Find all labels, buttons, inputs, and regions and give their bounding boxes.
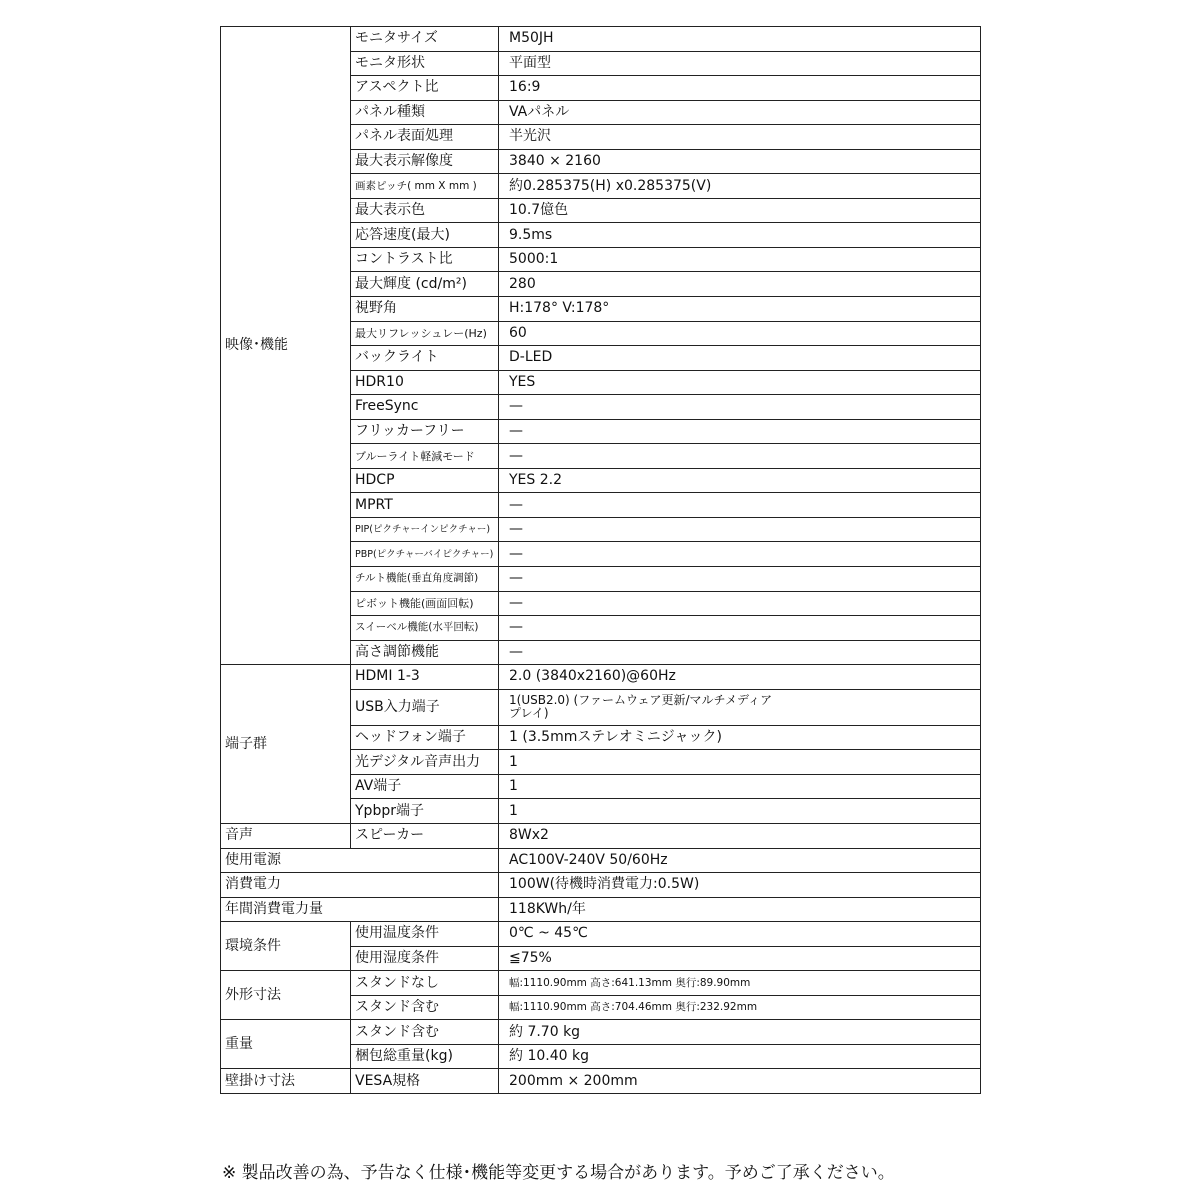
spec-label: スタンド含む — [351, 1020, 499, 1045]
spec-value: — — [499, 616, 981, 641]
spec-value: — — [499, 419, 981, 444]
table-row — [221, 873, 981, 898]
spec-label: HDR10 — [351, 370, 499, 395]
spec-label: 最大リフレッシュレー(Hz) — [351, 321, 499, 346]
spec-label: 最大表示解像度 — [351, 149, 499, 174]
spec-label: 使用湿度条件 — [351, 946, 499, 971]
spec-value: 幅:1110.90mm 高さ:704.46mm 奥行:232.92mm — [499, 995, 981, 1020]
spec-label: パネル表面処理 — [351, 125, 499, 150]
spec-value: — — [499, 542, 981, 567]
spec-value: YES — [499, 370, 981, 395]
spec-value: VAパネル — [499, 100, 981, 125]
spec-value: — — [499, 640, 981, 665]
group-dimensions: 外形寸法 — [221, 971, 351, 1020]
spec-value: 1 — [499, 799, 981, 824]
spec-label: スピーカー — [351, 823, 499, 848]
spec-label: スイーベル機能(水平回転) — [351, 616, 499, 641]
spec-label: FreeSync — [351, 395, 499, 420]
group-video: 映像･機能 — [221, 27, 351, 665]
spec-value: 約 7.70 kg — [499, 1020, 981, 1045]
spec-value: — — [499, 493, 981, 518]
table-row — [221, 922, 981, 947]
spec-value: 2.0 (3840x2160)@60Hz — [499, 665, 981, 690]
spec-value: H:178° V:178° — [499, 297, 981, 322]
spec-value: 3840 × 2160 — [499, 149, 981, 174]
spec-value: ≦75% — [499, 946, 981, 971]
spec-label: PBP(ピクチャーバイピクチャー) — [351, 542, 499, 567]
spec-label: パネル種類 — [351, 100, 499, 125]
spec-value: M50JH — [499, 27, 981, 52]
spec-label: バックライト — [351, 346, 499, 371]
spec-label: 高さ調節機能 — [351, 640, 499, 665]
spec-value: 280 — [499, 272, 981, 297]
spec-value: 1 (3.5mmステレオミニジャック) — [499, 725, 981, 750]
spec-label: 最大輝度 (cd/m²) — [351, 272, 499, 297]
spec-value: 半光沢 — [499, 125, 981, 150]
spec-value: AC100V-240V 50/60Hz — [499, 848, 981, 873]
spec-value: 幅:1110.90mm 高さ:641.13mm 奥行:89.90mm — [499, 971, 981, 996]
spec-value: — — [499, 517, 981, 542]
group-audio: 音声 — [221, 823, 351, 848]
spec-value: 10.7億色 — [499, 198, 981, 223]
spec-label: ピボット機能(画面回転) — [351, 591, 499, 616]
spec-label: HDMI 1-3 — [351, 665, 499, 690]
table-row — [221, 897, 981, 922]
spec-label: 視野角 — [351, 297, 499, 322]
spec-label: モニタサイズ — [351, 27, 499, 52]
spec-value: D-LED — [499, 346, 981, 371]
spec-label: 使用温度条件 — [351, 922, 499, 947]
table-row — [221, 1069, 981, 1094]
spec-value: 100W(待機時消費電力:0.5W) — [499, 873, 981, 898]
spec-value: YES 2.2 — [499, 468, 981, 493]
spec-label: USB入力端子 — [351, 689, 499, 725]
spec-value: 0℃ ~ 45℃ — [499, 922, 981, 947]
spec-value: — — [499, 567, 981, 592]
table-row — [221, 1020, 981, 1045]
spec-label: PIP(ピクチャーインピクチャー) — [351, 517, 499, 542]
spec-label: チルト機能(垂直角度調節) — [351, 567, 499, 592]
spec-label: ヘッドフォン端子 — [351, 725, 499, 750]
spec-label: 最大表示色 — [351, 198, 499, 223]
spec-value: 16:9 — [499, 76, 981, 101]
table-row — [221, 823, 981, 848]
spec-value: 約0.285375(H) x0.285375(V) — [499, 174, 981, 199]
spec-label: モニタ形状 — [351, 51, 499, 76]
spec-value: 1 — [499, 750, 981, 775]
spec-label: アスペクト比 — [351, 76, 499, 101]
footnote: ※ 製品改善の為、予告なく仕様･機能等変更する場合があります。予めご了承ください。 — [222, 1163, 895, 1183]
spec-value: 200mm × 200mm — [499, 1069, 981, 1094]
spec-label: MPRT — [351, 493, 499, 518]
spec-value: 8Wx2 — [499, 823, 981, 848]
spec-label: スタンドなし — [351, 971, 499, 996]
spec-value: 1 — [499, 774, 981, 799]
spec-value: — — [499, 444, 981, 469]
spec-value: — — [499, 591, 981, 616]
table-row — [221, 665, 981, 690]
group-power: 使用電源 — [221, 848, 499, 873]
spec-label: スタンド含む — [351, 995, 499, 1020]
group-wall: 壁掛け寸法 — [221, 1069, 351, 1094]
spec-label: Ypbpr端子 — [351, 799, 499, 824]
group-environment: 環境条件 — [221, 922, 351, 971]
spec-value: 118KWh/年 — [499, 897, 981, 922]
spec-value: 60 — [499, 321, 981, 346]
spec-label: ブルーライト軽減モード — [351, 444, 499, 469]
spec-label: HDCP — [351, 468, 499, 493]
spec-value: 9.5ms — [499, 223, 981, 248]
group-annual: 年間消費電力量 — [221, 897, 499, 922]
spec-label: コントラスト比 — [351, 247, 499, 272]
group-consumption: 消費電力 — [221, 873, 499, 898]
spec-value: 約 10.40 kg — [499, 1044, 981, 1069]
spec-label: VESA規格 — [351, 1069, 499, 1094]
spec-value: 5000:1 — [499, 247, 981, 272]
spec-label: 光デジタル音声出力 — [351, 750, 499, 775]
spec-value: 1(USB2.0) (ファームウェア更新/マルチメディアプレイ) — [499, 689, 981, 725]
spec-table — [220, 26, 981, 1094]
table-row — [221, 971, 981, 996]
table-row — [221, 27, 981, 52]
spec-value: — — [499, 395, 981, 420]
spec-label: フリッカーフリー — [351, 419, 499, 444]
table-row — [221, 848, 981, 873]
spec-label: 画素ピッチ( mm X mm ) — [351, 174, 499, 199]
group-ports: 端子群 — [221, 665, 351, 824]
spec-label: 応答速度(最大) — [351, 223, 499, 248]
spec-label: AV端子 — [351, 774, 499, 799]
group-weight: 重量 — [221, 1020, 351, 1069]
spec-value: 平面型 — [499, 51, 981, 76]
spec-label: 梱包総重量(kg) — [351, 1044, 499, 1069]
